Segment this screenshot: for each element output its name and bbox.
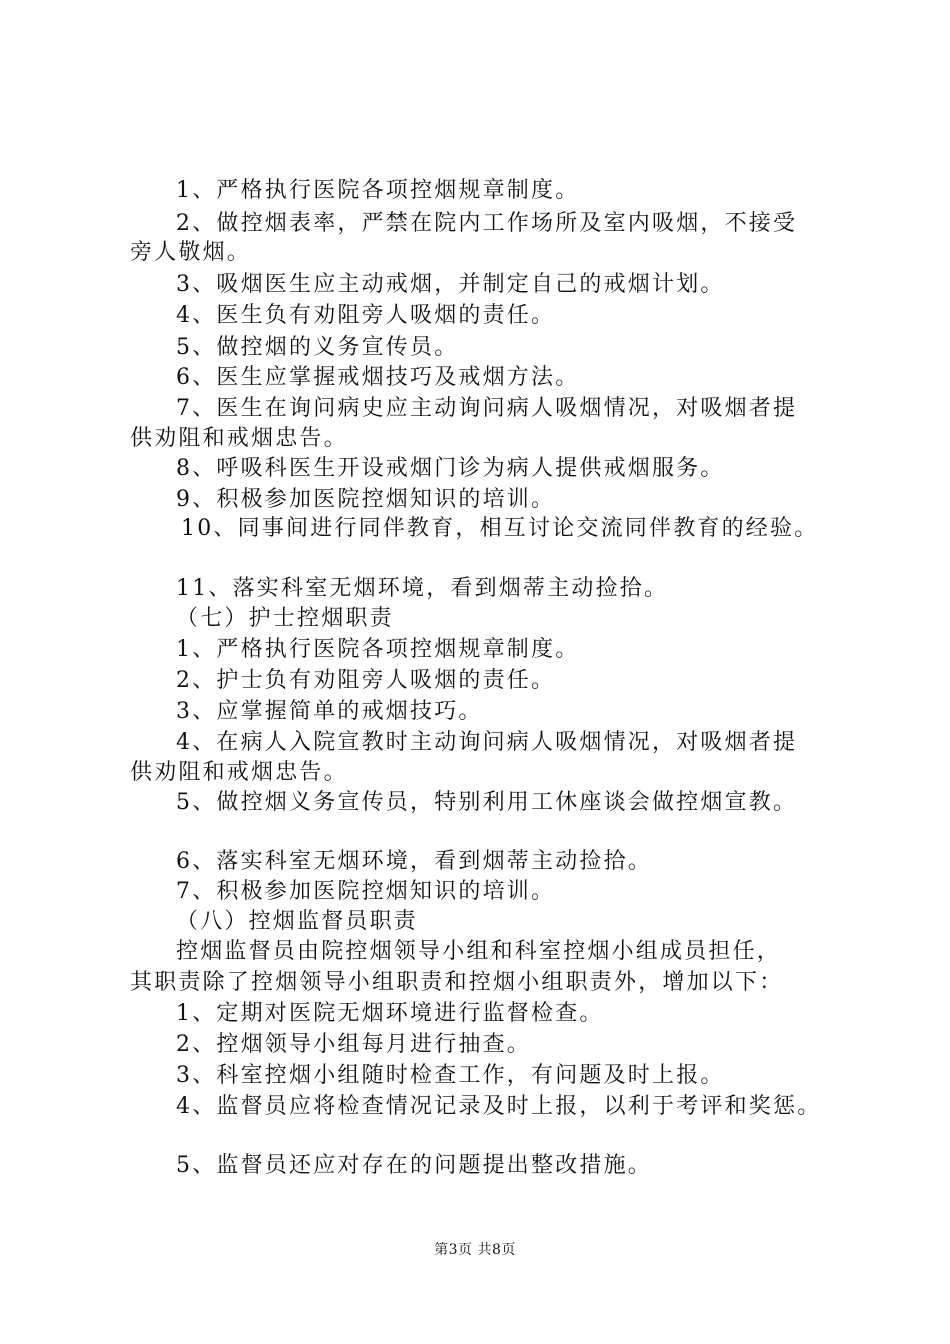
text-line: 4、监督员应将检查情况记录及时上报，以利于考评和奖惩。 xyxy=(176,1094,822,1119)
text-line: 9、积极参加医院控烟知识的培训。 xyxy=(176,487,556,512)
text-line: 3、吸烟医生应主动戒烟，并制定自己的戒烟计划。 xyxy=(176,272,725,297)
text-line: 5、监督员还应对存在的问题提出整改措施。 xyxy=(176,1153,652,1178)
text-line: 7、医生在询问病史应主动询问病人吸烟情况，对吸烟者提 xyxy=(176,396,798,421)
text-line: 4、在病人入院宣教时主动询问病人吸烟情况，对吸烟者提 xyxy=(176,730,798,755)
text-line: 8、呼吸科医生开设戒烟门诊为病人提供戒烟服务。 xyxy=(176,456,725,481)
text-line: 1、定期对医院无烟环境进行监督检查。 xyxy=(176,1001,604,1026)
text-line: 6、医生应掌握戒烟技巧及戒烟方法。 xyxy=(176,365,580,390)
text-line: 5、做控烟义务宣传员，特别利用工休座谈会做控烟宣教。 xyxy=(176,790,798,815)
section-heading: （八）控烟监督员职责 xyxy=(176,909,419,934)
text-line: 3、科室控烟小组随时检查工作，有问题及时上报。 xyxy=(176,1063,725,1088)
text-line: 2、做控烟表率，严禁在院内工作场所及室内吸烟，不接受 xyxy=(176,211,798,236)
page-number-footer: 第3页 共8页 xyxy=(434,1242,516,1258)
text-line: 供劝阻和戒烟忠告。 xyxy=(130,426,348,451)
text-line: 4、医生负有劝阻旁人吸烟的责任。 xyxy=(176,303,556,328)
text-line: 7、积极参加医院控烟知识的培训。 xyxy=(176,879,556,904)
text-line: 1、严格执行医院各项控烟规章制度。 xyxy=(176,178,580,203)
text-line: 其职责除了控烟领导小组职责和控烟小组职责外，增加以下： xyxy=(130,970,784,995)
section-heading: （七）护士控烟职责 xyxy=(176,606,394,631)
text-line: 5、做控烟的义务宣传员。 xyxy=(176,335,459,360)
text-line: 1、严格执行医院各项控烟规章制度。 xyxy=(176,637,580,662)
text-line: 2、控烟领导小组每月进行抽查。 xyxy=(176,1032,531,1057)
text-line: 供劝阻和戒烟忠告。 xyxy=(130,760,348,785)
text-line: 2、护士负有劝阻旁人吸烟的责任。 xyxy=(176,668,556,693)
text-line: 6、落实科室无烟环境，看到烟蒂主动捡拾。 xyxy=(176,849,652,874)
text-line: 3、应掌握简单的戒烟技巧。 xyxy=(176,699,483,724)
text-line: 控烟监督员由院控烟领导小组和科室控烟小组成员担任， xyxy=(176,939,782,964)
text-line: 旁人敬烟。 xyxy=(130,240,252,265)
text-line: 11、落实科室无烟环境，看到烟蒂主动捡拾。 xyxy=(176,576,669,601)
text-line: 10、同事间进行同伴教育，相互讨论交流同伴教育的经验。 xyxy=(181,516,819,541)
